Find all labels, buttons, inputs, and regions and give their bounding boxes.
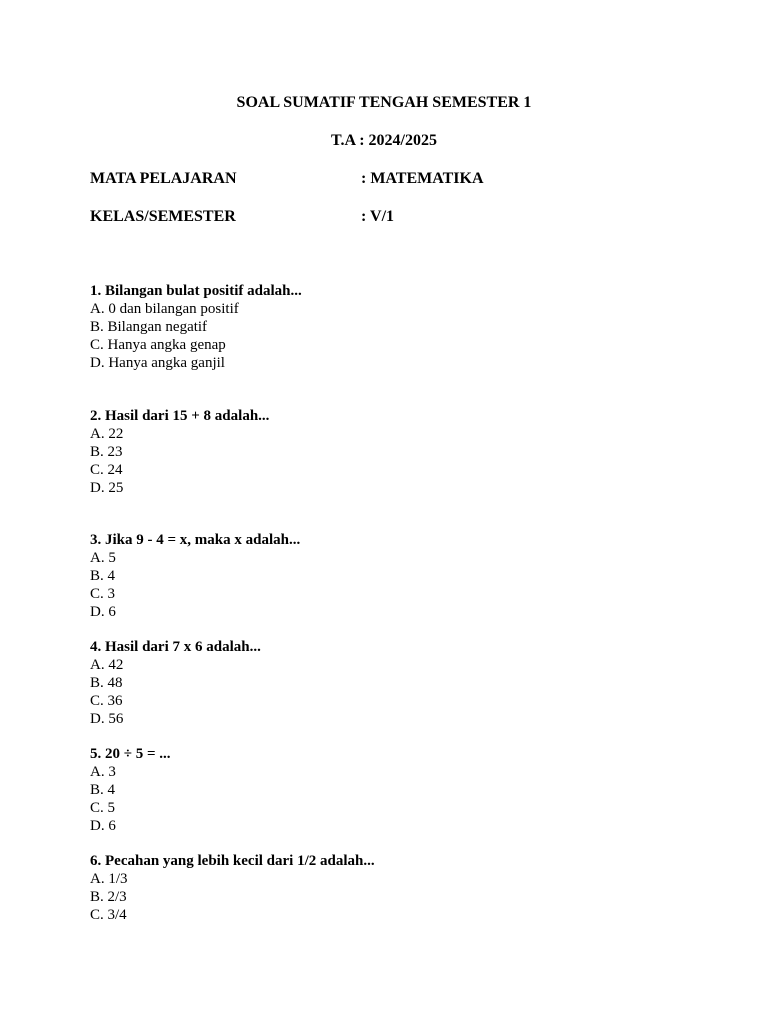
question-text: 1. Bilangan bulat positif adalah... [90, 283, 302, 299]
document-title: SOAL SUMATIF TENGAH SEMESTER 1 [236, 94, 532, 111]
class-label: KELAS/SEMESTER [90, 208, 236, 225]
option-c: C. 36 [90, 693, 123, 709]
option-b: B. 48 [90, 675, 123, 691]
question-text: 3. Jika 9 - 4 = x, maka x adalah... [90, 532, 301, 548]
option-b: B. 2/3 [90, 889, 127, 905]
option-d: D. 56 [90, 711, 124, 727]
option-d: D. 25 [90, 480, 124, 496]
academic-year: T.A : 2024/2025 [331, 132, 437, 149]
option-b: B. 4 [90, 782, 116, 798]
option-d: D. Hanya angka ganjil [90, 355, 225, 371]
question-text: 2. Hasil dari 15 + 8 adalah... [90, 408, 270, 424]
question-2 [90, 407, 269, 497]
subject-label: MATA PELAJARAN [90, 170, 237, 187]
subject-value: : MATEMATIKA [361, 170, 484, 187]
option-c: C. 5 [90, 800, 116, 816]
option-b: B. Bilangan negatif [90, 319, 208, 335]
option-c: C. 24 [90, 462, 123, 478]
question-6 [90, 852, 375, 924]
option-a: A. 5 [90, 550, 116, 566]
question-3 [90, 531, 300, 621]
option-c: C. 3 [90, 586, 116, 602]
question-5 [90, 745, 171, 835]
question-text: 5. 20 ÷ 5 = ... [90, 746, 171, 762]
option-a: A. 42 [90, 657, 124, 673]
option-d: D. 6 [90, 604, 116, 620]
option-a: A. 3 [90, 764, 116, 780]
question-text: 6. Pecahan yang lebih kecil dari 1/2 adalah... [90, 853, 375, 869]
option-a: A. 1/3 [90, 871, 128, 887]
class-value: : V/1 [361, 208, 395, 225]
option-a: A. 22 [90, 426, 124, 442]
option-b: B. 23 [90, 444, 123, 460]
option-c: C. Hanya angka genap [90, 337, 226, 353]
question-4 [90, 638, 261, 728]
option-a: A. 0 dan bilangan positif [90, 301, 239, 317]
question-1 [90, 282, 302, 372]
option-c: C. 3/4 [90, 907, 127, 923]
option-d: D. 6 [90, 818, 116, 834]
question-text: 4. Hasil dari 7 x 6 adalah... [90, 639, 261, 655]
option-b: B. 4 [90, 568, 116, 584]
